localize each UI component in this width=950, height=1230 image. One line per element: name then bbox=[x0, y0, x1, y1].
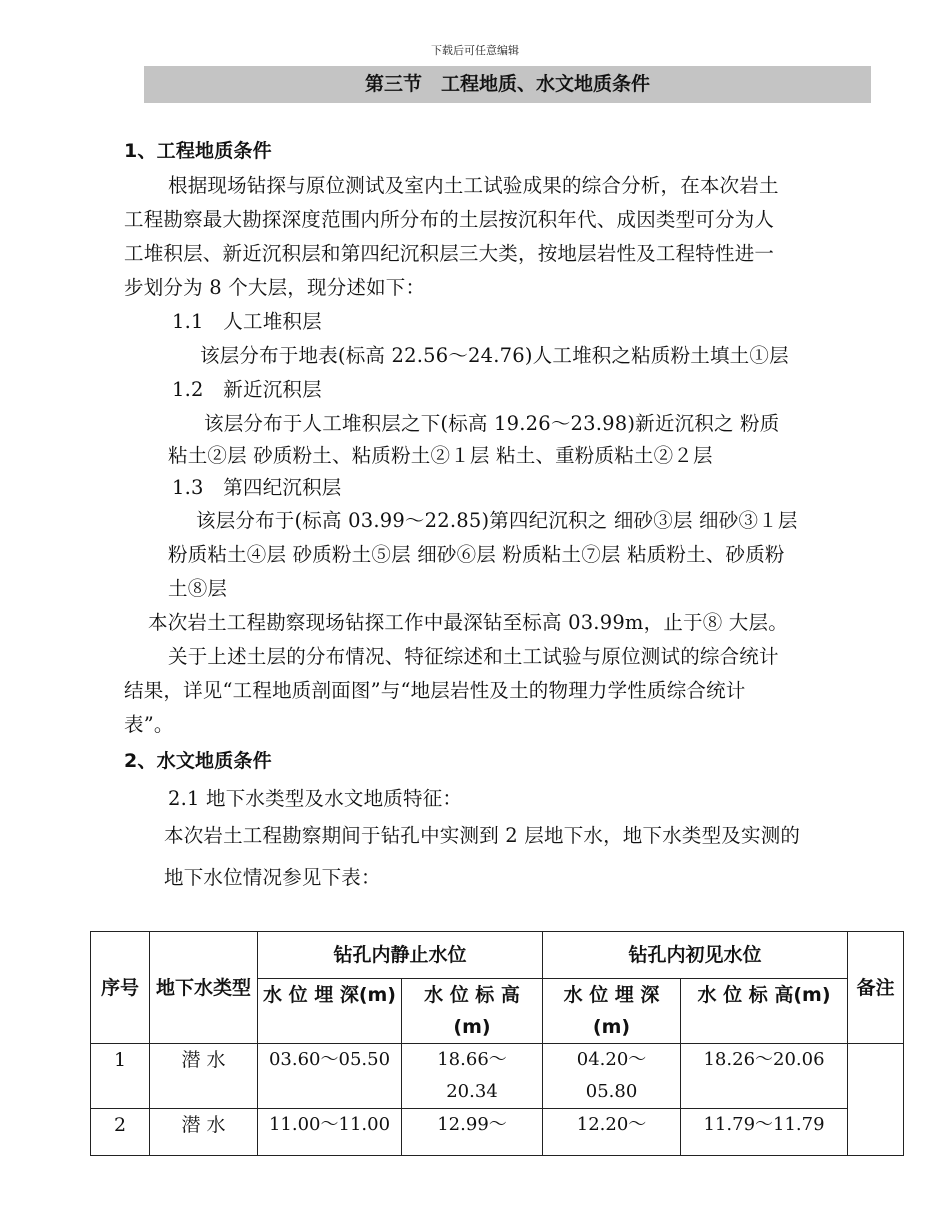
header-initial-elevation: 水 位 标 高(m) bbox=[681, 979, 848, 1044]
header-static-depth: 水 位 埋 深(m) bbox=[258, 979, 402, 1044]
cell-initial-elevation: 11.79～11.79 bbox=[681, 1109, 848, 1156]
cell-initial-depth: 04.20～05.80 bbox=[543, 1044, 681, 1109]
header-initial-depth: 水 位 埋 深(m) bbox=[543, 979, 681, 1044]
summary-line: 结果，详见“工程地质剖面图”与“地层岩性及土的物理力学性质综合统计 bbox=[124, 679, 746, 702]
subsection-text-1-2: 粘土②层 砂质粉土、粘质粉土②１层 粘土、重粉质粘土②２层 bbox=[168, 444, 713, 467]
summary-line: 表”。 bbox=[124, 713, 174, 736]
table-row bbox=[91, 1109, 904, 1156]
cell-note bbox=[848, 1044, 904, 1156]
subsection-text-1-3: 该层分布于(标高 03.99～22.85)第四纪沉积之 细砂③层 细砂③１层 bbox=[196, 509, 798, 532]
section-title: 第三节 工程地质、水文地质条件 bbox=[144, 66, 871, 103]
subsection-text-1-1: 该层分布于地表(标高 22.56～24.76)人工堆积之粘质粉土填土①层 bbox=[200, 344, 789, 367]
subsection-text-1-2: 该层分布于人工堆积层之下(标高 19.26～23.98)新近沉积之 粉质 bbox=[204, 412, 780, 435]
header-static-water-level: 钻孔内静止水位 bbox=[258, 932, 543, 979]
subsection-title-1-3: 1.3 第四纪沉积层 bbox=[172, 476, 342, 499]
cell-static-elevation: 18.66～20.34 bbox=[402, 1044, 543, 1109]
geology-heading: 1、工程地质条件 bbox=[124, 140, 272, 162]
header-no: 序号 bbox=[91, 932, 150, 1044]
hydro-text-line: 地下水位情况参见下表： bbox=[164, 866, 381, 889]
subsection-text-1-3: 粉质粘土④层 砂质粉土⑤层 细砂⑥层 粉质粘土⑦层 粘质粉土、砂质粉 bbox=[168, 543, 785, 566]
cell-type: 潜 水 bbox=[150, 1109, 258, 1156]
header-initial-water-level: 钻孔内初见水位 bbox=[543, 932, 848, 979]
cell-static-depth: 11.00～11.00 bbox=[258, 1109, 402, 1156]
header-note: 下载后可任意编辑 bbox=[431, 44, 519, 57]
cell-initial-elevation: 18.26～20.06 bbox=[681, 1044, 848, 1109]
cell-no: 1 bbox=[91, 1044, 150, 1109]
hydro-heading: 2、水文地质条件 bbox=[124, 750, 272, 772]
summary-line: 关于上述土层的分布情况、特征综述和土工试验与原位测试的综合统计 bbox=[168, 645, 779, 668]
header-static-elevation: 水 位 标 高(m) bbox=[402, 979, 543, 1044]
subsection-title-1-1: 1.1 人工堆积层 bbox=[172, 310, 322, 333]
groundwater-table bbox=[90, 931, 904, 1156]
subsection-title-1-2: 1.2 新近沉积层 bbox=[172, 378, 322, 401]
geology-intro-line: 工程勘察最大勘探深度范围内所分布的土层按沉积年代、成因类型可分为人 bbox=[124, 208, 775, 231]
geology-intro-line: 步划分为 8 个大层，现分述如下： bbox=[124, 276, 426, 299]
deepest-drilling-text: 本次岩土工程勘察现场钻探工作中最深钻至标高 03.99m，止于⑧ 大层。 bbox=[148, 611, 788, 634]
geology-intro-line: 根据现场钻探与原位测试及室内土工试验成果的综合分析，在本次岩土 bbox=[168, 174, 779, 197]
cell-type: 潜 水 bbox=[150, 1044, 258, 1109]
hydro-subheading: 2.1 地下水类型及水文地质特征： bbox=[168, 787, 463, 810]
cell-initial-depth: 12.20～ bbox=[543, 1109, 681, 1156]
cell-no: 2 bbox=[91, 1109, 150, 1156]
subsection-text-1-3: 土⑧层 bbox=[168, 577, 228, 600]
cell-static-elevation: 12.99～ bbox=[402, 1109, 543, 1156]
hydro-text-line: 本次岩土工程勘察期间于钻孔中实测到 2 层地下水，地下水类型及实测的 bbox=[164, 824, 801, 847]
cell-static-depth: 03.60～05.50 bbox=[258, 1044, 402, 1109]
header-water-type: 地下水类型 bbox=[150, 932, 258, 1044]
header-note: 备注 bbox=[848, 932, 904, 1044]
table-row bbox=[91, 1044, 904, 1109]
geology-intro-line: 工堆积层、新近沉积层和第四纪沉积层三大类，按地层岩性及工程特性进一 bbox=[124, 242, 775, 265]
